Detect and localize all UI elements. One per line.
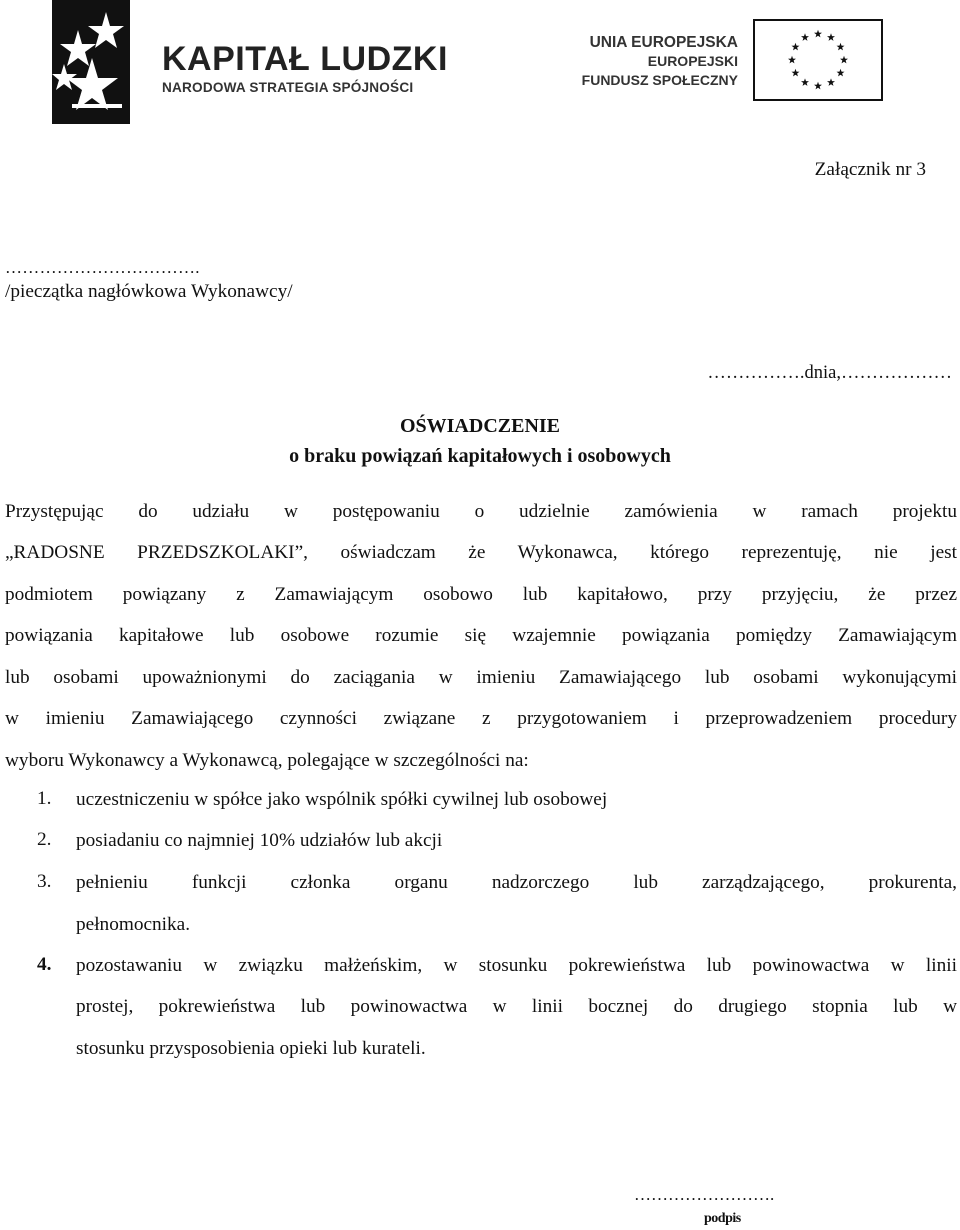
list-item-text: posiadaniu co najmniej 10% udziałów lub akcji [76,830,443,851]
document-title: OŚWIADCZENIE [399,415,561,437]
list-item-text: prostej, pokrewieństwa lub powinowactwa w linii bocznej do drugiego stopnia lub w [76,996,957,1017]
body-line: „RADOSNE PRZEDSZKOLAKI”, oświadczam że Wykonawca, którego reprezentuję, nie jest [5,542,957,563]
kapital-ludzki-logo [52,0,462,124]
list-item-number: 1. [37,788,52,809]
body-line: wyboru Wykonawcy a Wykonawcą, polegające w szczególności na: [5,750,529,771]
kapital-ludzki-stars-icon [52,0,130,124]
body-line: powiązania kapitałowe lub osobowe rozumie się wzajemnie powiązania pomiędzy Zamawiającym [5,625,957,646]
eu-logo-line-3: FUNDUSZ SPOŁECZNY [581,72,738,88]
list-item-text: stosunku przysposobienia opieki lub kurateli. [76,1038,426,1059]
list-item-number: 4. [37,954,52,975]
eu-logo-line-2: EUROPEJSKI [647,53,738,69]
list-item-text: uczestniczeniu w spółce jako wspólnik spółki cywilnej lub osobowej [76,789,608,810]
body-line: Przystępując do udziału w postępowaniu o udzielnie zamówienia w ramach projektu [5,501,957,522]
body-line: lub osobami upoważnionymi do zaciągania w imieniu Zamawiającego lub osobami wykonującymi [5,667,957,688]
signature-dotted-line: ……………………. [634,1185,775,1204]
list-item-number: 2. [37,829,52,850]
list-item-text: pełnomocnika. [76,914,191,935]
signature-label: podpis [704,1211,741,1226]
body-line: podmiotem powiązany z Zamawiającym osobowo lub kapitałowo, przy przyjęciu, że przez [5,584,957,605]
kapital-ludzki-title: KAPITAŁ LUDZKI [162,40,448,78]
eu-logo-line-1: UNIA EUROPEJSKA [589,34,738,51]
eu-logo-text [556,33,738,90]
body-line: w imieniu Zamawiającego czynności związane z przygotowaniem i przeprowadzeniem procedury [5,708,957,729]
stamp-dotted-line: ……………………………. [5,258,200,277]
list-item-text: pozostawaniu w związku małżeńskim, w stosunku pokrewieństwa lub powinowactwa w linii [76,955,957,976]
kapital-ludzki-subtitle: NARODOWA STRATEGIA SPÓJNOŚCI [162,80,414,95]
date-line: …………….dnia,……………… [707,363,952,383]
list-item-number: 3. [37,871,52,892]
stamp-label: /pieczątka nagłówkowa Wykonawcy/ [5,281,293,302]
eu-flag-stars-icon [753,19,883,101]
document-subtitle: o braku powiązań kapitałowych i osobowych [289,445,671,467]
annex-number: Załącznik nr 3 [814,159,926,180]
list-item-text: pełnieniu funkcji członka organu nadzorczego lub zarządzającego, prokurenta, [76,872,957,893]
